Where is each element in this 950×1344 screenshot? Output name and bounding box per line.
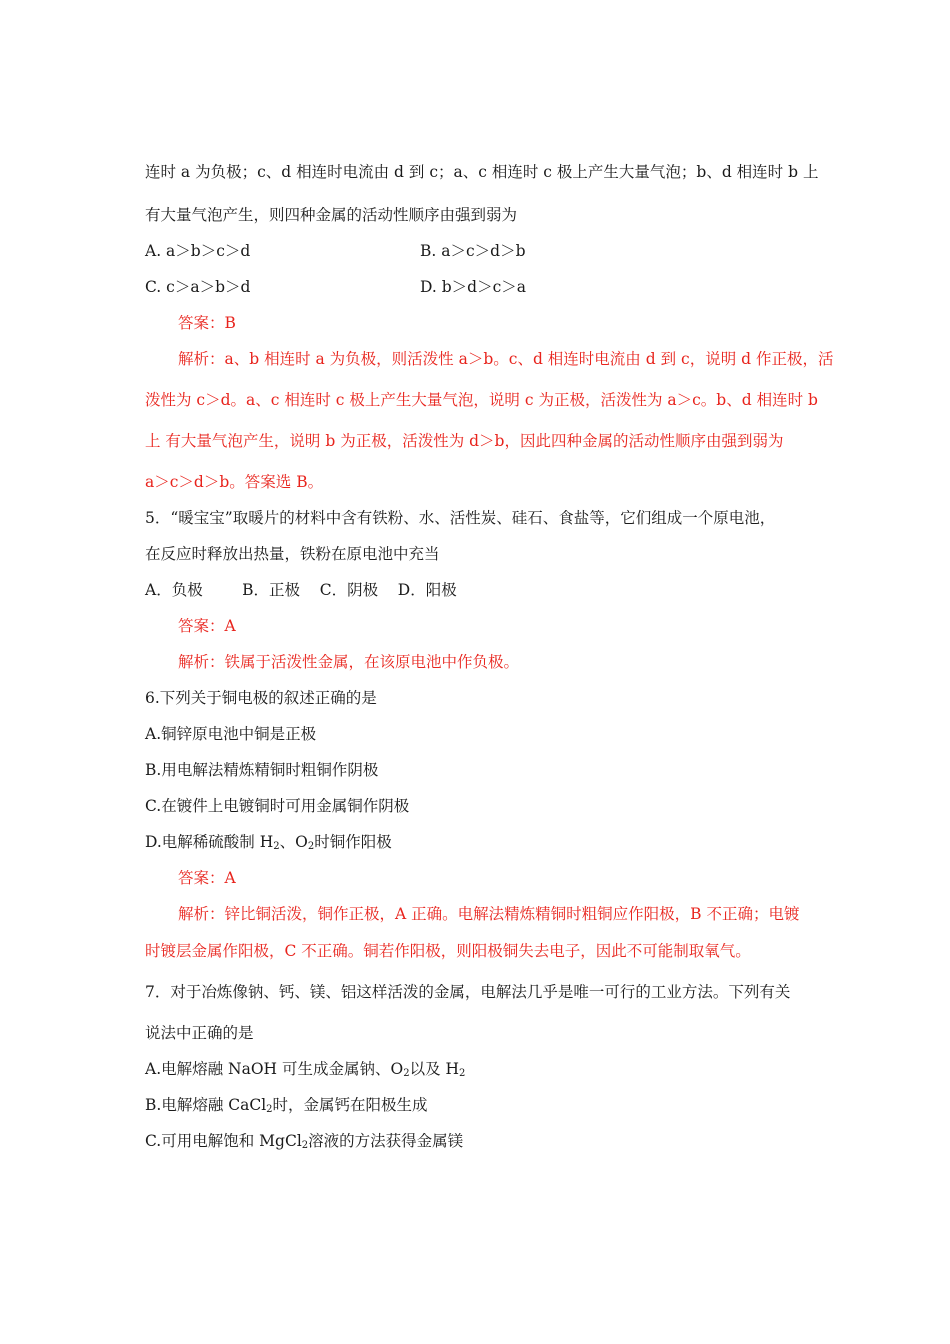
q4-option-c: C. c＞a＞b＞d <box>145 278 251 296</box>
q4-answer: 答案：B <box>178 314 236 332</box>
q6-option-b: B.用电解法精炼精铜时粗铜作阴极 <box>145 761 379 779</box>
q4-analysis-line2: 泼性为 c＞d。a、c 相连时 c 极上产生大量气泡，说明 c 为正极，活泼性为 a＞c。b、d 相连时 b <box>145 391 818 409</box>
q7-stem-line1: 7．对于冶炼像钠、钙、镁、铝这样活泼的金属，电解法几乎是唯一可行的工业方法。下列有关 <box>145 983 791 1001</box>
q6-analysis-line1: 解析：锌比铜活泼，铜作正极，A 正确。电解法精炼精铜时粗铜应作阳极，B 不正确；电镀 <box>178 905 800 923</box>
q4-stem-line1: 连时 a 为负极；c、d 相连时电流由 d 到 c；a、c 相连时 c 极上产生大量气泡；b、d 相连时 b 上 <box>145 163 819 181</box>
q5-answer: 答案：A <box>178 617 236 635</box>
q5-analysis: 解析：铁属于活泼性金属，在该原电池中作负极。 <box>178 653 520 671</box>
q5-stem-line2: 在反应时释放出热量，铁粉在原电池中充当 <box>145 545 440 563</box>
q4-option-a: A. a＞b＞c＞d <box>145 242 251 260</box>
q7-option-a: A.电解熔融 NaOH 可生成金属钠、$O_2$以及 $H_2$ <box>145 1060 466 1079</box>
q7-option-b: B.电解熔融 CaCl$_2$时，金属钙在阳极生成 <box>145 1096 428 1115</box>
q4-stem-line2: 有大量气泡产生，则四种金属的活动性顺序由强到弱为 <box>145 206 518 224</box>
q6-analysis-line2: 时镀层金属作阳极，C 不正确。铜若作阳极，则阳极铜失去电子，因此不可能制取氧气。 <box>145 942 751 960</box>
q6-stem: 6.下列关于铜电极的叙述正确的是 <box>145 689 377 707</box>
q7-stem-line2: 说法中正确的是 <box>145 1024 254 1042</box>
q6-option-a: A.铜锌原电池中铜是正极 <box>145 725 317 743</box>
q5-options: A．负极 B．正极 C．阴极 D．阳极 <box>145 581 457 599</box>
q4-analysis-line1: 解析：a、b 相连时 a 为负极，则活泼性 a＞b。c、d 相连时电流由 d 到 c，说明 d 作正极，活 <box>178 350 834 368</box>
q5-stem-line1: 5．“暖宝宝”取暖片的材料中含有铁粉、水、活性炭、硅石、食盐等，它们组成一个原电池， <box>145 509 776 527</box>
q4-analysis-line4: a＞c＞d＞b。答案选 B。 <box>145 473 324 491</box>
q6-answer: 答案：A <box>178 869 236 887</box>
q6-option-d: D.电解稀硫酸制 $H_2$、$O_2$时铜作阳极 <box>145 833 392 852</box>
q4-option-d: D. b＞d＞c＞a <box>420 278 526 296</box>
q6-option-c: C.在镀件上电镀铜时可用金属铜作阴极 <box>145 797 410 815</box>
q4-option-b: B. a＞c＞d＞b <box>420 242 526 260</box>
q4-analysis-line3: 上 有大量气泡产生，说明 b 为正极，活泼性为 d＞b，因此四种金属的活动性顺序由强到弱为 <box>145 432 784 450</box>
q7-option-c: C.可用电解饱和 MgCl$_2$溶液的方法获得金属镁 <box>145 1132 464 1151</box>
